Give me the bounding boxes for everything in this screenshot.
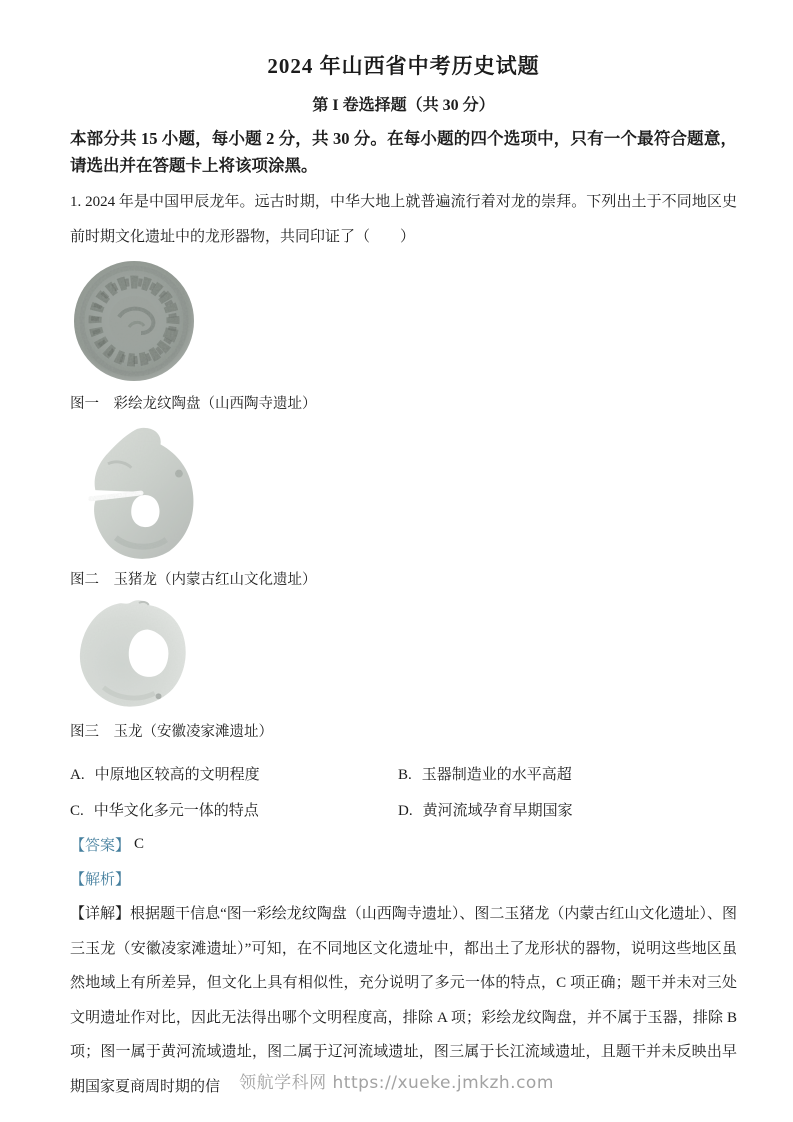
figure-3 xyxy=(70,599,737,743)
option-b-label: B. xyxy=(398,766,412,783)
option-c xyxy=(70,799,398,820)
watermark-text: 领航学科网 https://xueke.jmkzh.com xyxy=(239,1073,554,1093)
detail-marker: 【详解】 xyxy=(70,906,131,922)
option-b-text: 玉器制造业的水平高超 xyxy=(421,766,572,783)
page-content xyxy=(70,52,737,1104)
figure-1 xyxy=(70,259,737,415)
option-d xyxy=(398,799,573,820)
jade-pig-dragon-image xyxy=(86,425,199,561)
option-c-text: 中华文化多元一体的特点 xyxy=(93,802,259,819)
answer-line xyxy=(70,827,737,861)
option-d-text: 黄河流域孕育早期国家 xyxy=(422,802,573,819)
question-stem: 1. 2024 年是中国甲辰龙年。远古时期，中华大地上就普遍流行着对龙的崇拜。下列出土于不同地区史前时期文化遗址中的龙形器物，共同印证了（ ） xyxy=(70,194,737,245)
options-row-1 xyxy=(70,755,737,791)
option-c-label: C. xyxy=(70,802,84,819)
option-a-text: 中原地区较高的文明程度 xyxy=(94,766,260,783)
figure-2 xyxy=(70,425,737,591)
section-instructions: 本部分共 15 小题，每小题 2 分，共 30 分。在每小题的四个选项中，只有一个最符合题意，请选出并在答题卡上将该项涂黑。 xyxy=(70,129,737,175)
figure-2-caption: 图二 玉猪龙（内蒙古红山文化遗址） xyxy=(70,572,317,588)
options-row-2 xyxy=(70,791,737,827)
section-heading: 第 I 卷选择题（共 30 分） xyxy=(312,97,495,114)
options-list xyxy=(70,755,737,827)
jade-dragon-image xyxy=(74,599,192,711)
figure-3-caption: 图三 玉龙（安徽凌家滩遗址） xyxy=(70,724,273,740)
option-b xyxy=(398,763,572,784)
option-a xyxy=(70,763,398,784)
analysis-line xyxy=(70,861,737,895)
figure-1-caption: 图一 彩绘龙纹陶盘（山西陶寺遗址） xyxy=(70,396,317,412)
option-d-label: D. xyxy=(398,802,413,819)
analysis-marker: 【解析】 xyxy=(70,871,131,888)
document-title: 2024 年山西省中考历史试题 xyxy=(267,54,540,78)
detail-text: 根据题干信息“图一彩绘龙纹陶盘（山西陶寺遗址）、图二玉猪龙（内蒙古红山文化遗址）、图三玉龙（安徽凌家滩遗址）”可知，在不同地区文化遗址中，都出土了龙形状的器物，说明这些地区虽然地域上有所差异，但文化上具有相似性，充分说明了多元一体的特点，C 项正确；题干并未对三处文明遗址作对比，因此无法得出哪个文明程度高，排除 A 项；彩绘龙纹陶盘，并不属于玉器，排除 B 项；图一属于黄河流域遗址，图二属于辽河流域遗址，图三属于长江流域遗址，且题干并未反映出早期国家夏商周时期的信 xyxy=(70,906,737,1095)
painted-dragon-pottery-plate-image xyxy=(72,259,198,385)
answer-marker: 【答案】 xyxy=(70,837,131,854)
option-a-label: A. xyxy=(70,766,85,783)
answer-value: C xyxy=(134,835,145,852)
